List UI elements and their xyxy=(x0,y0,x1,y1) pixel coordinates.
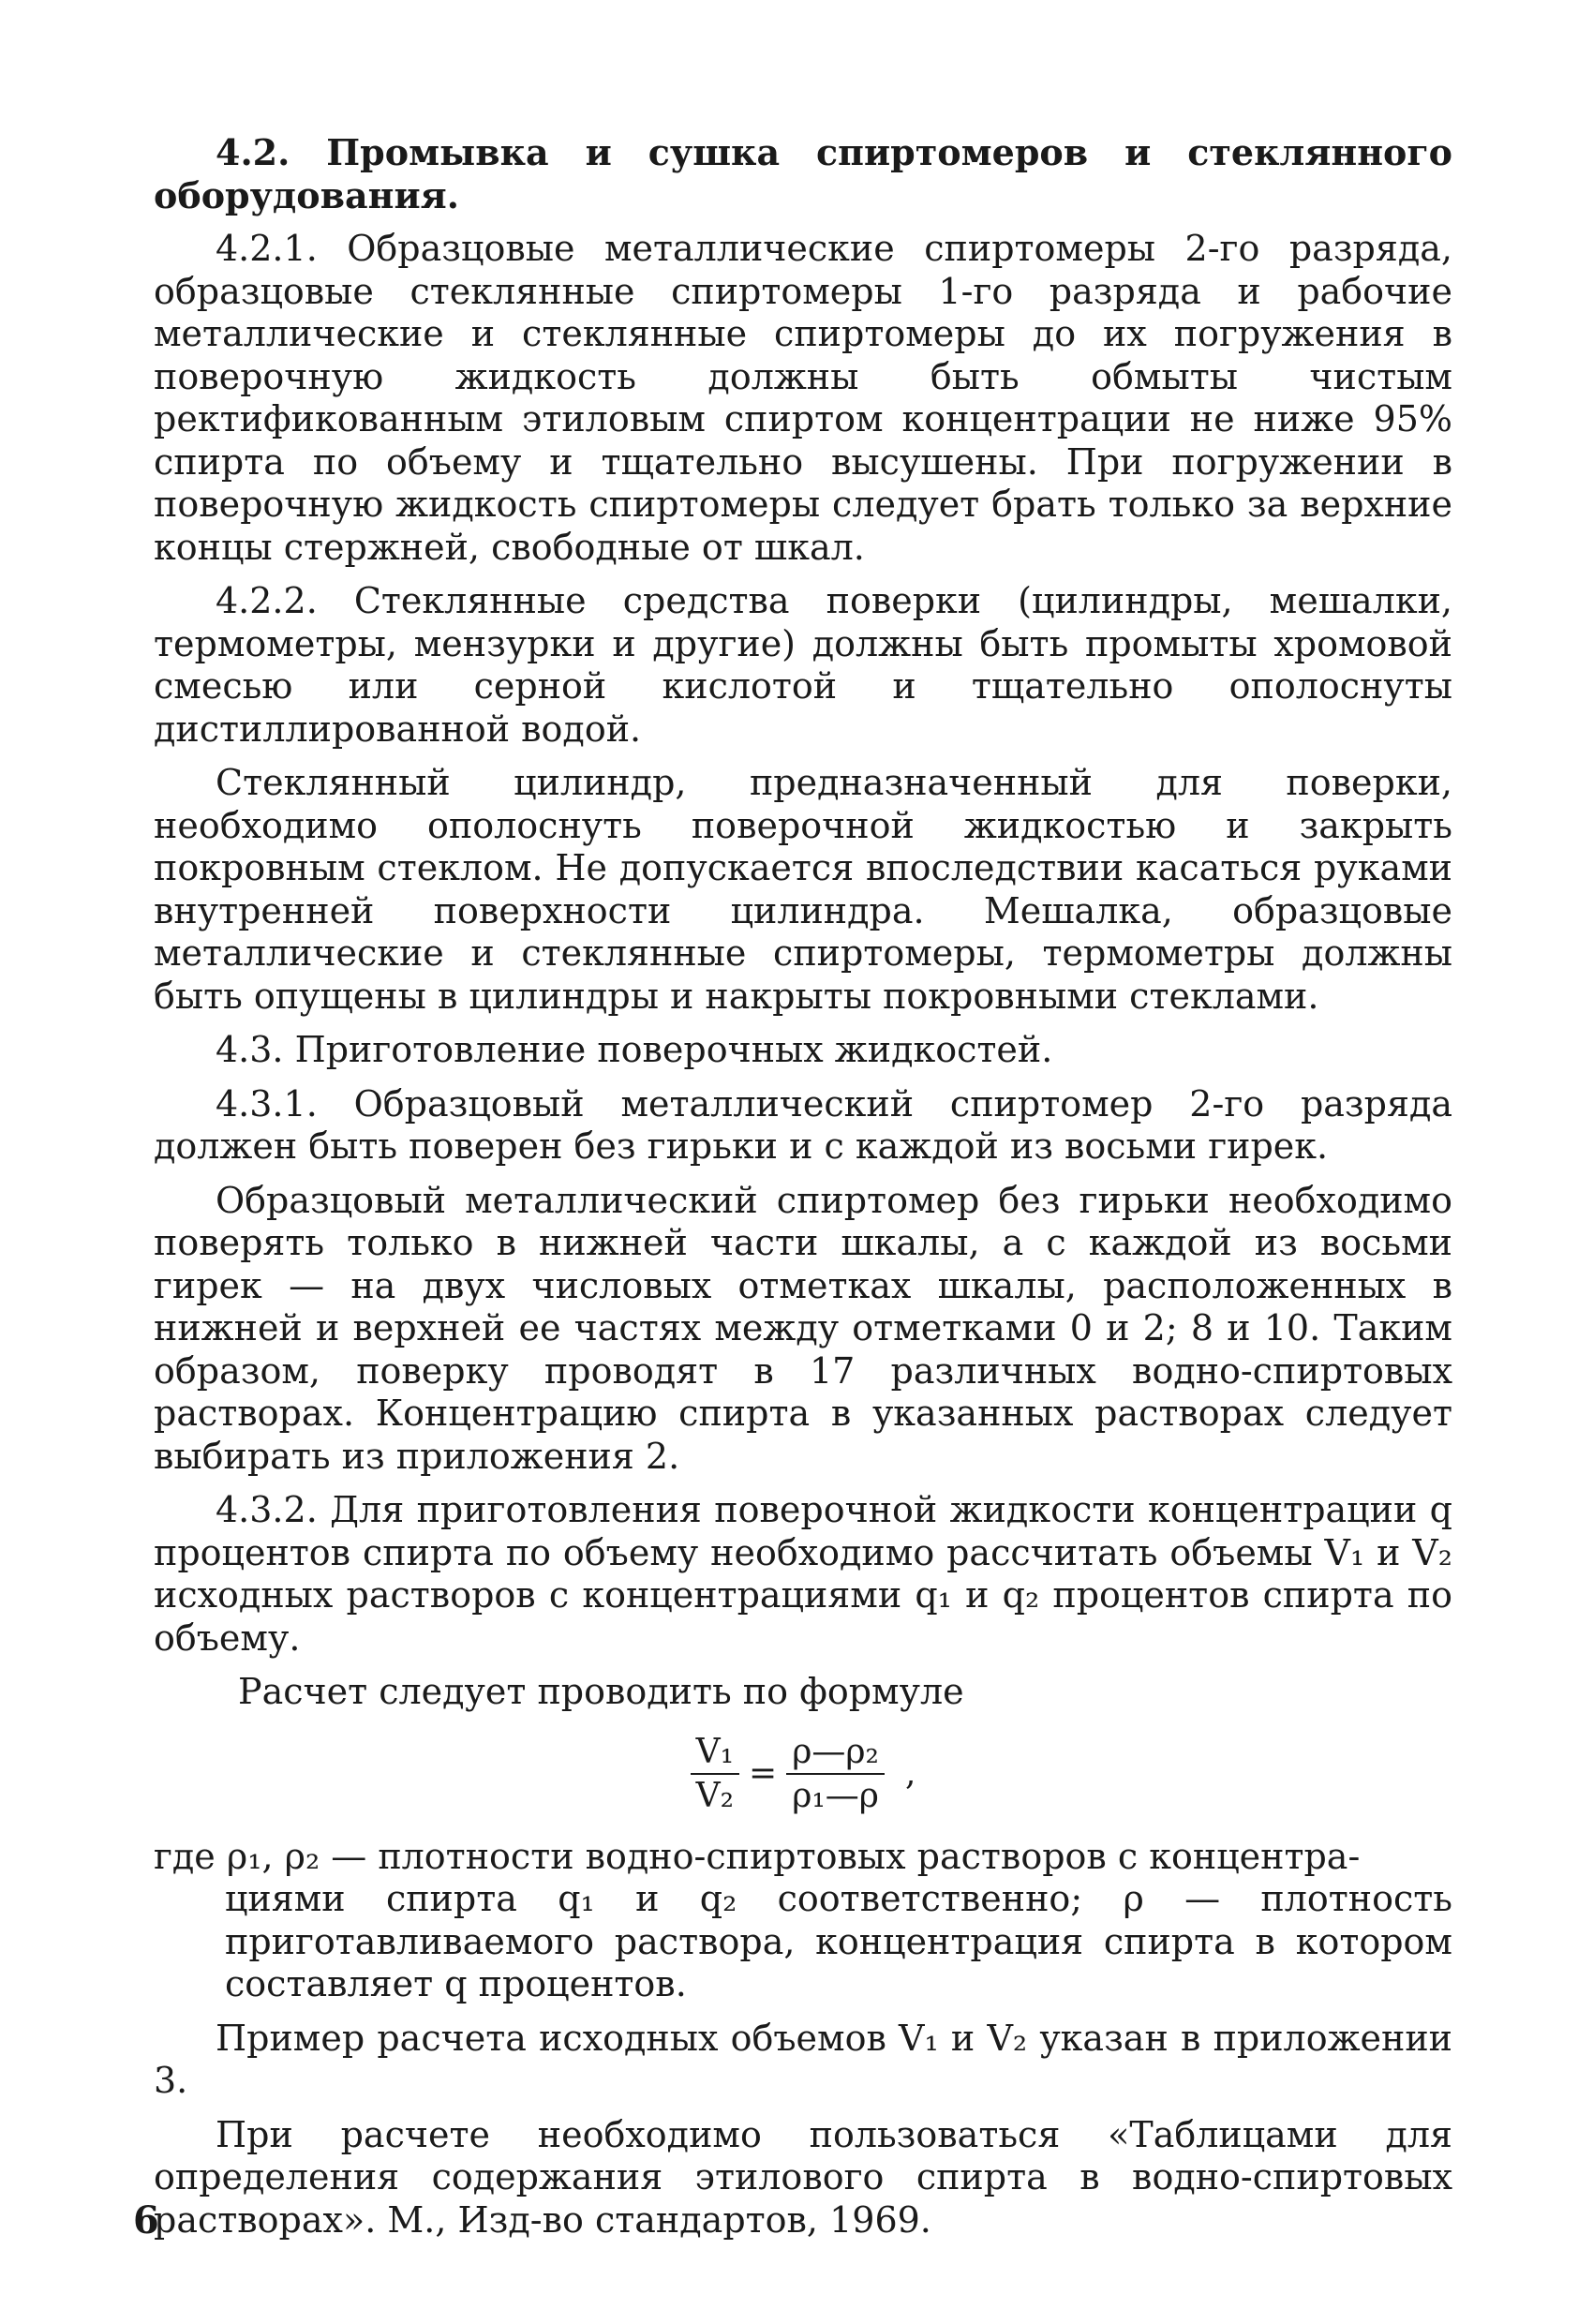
formula-legend-lead: где ρ₁, ρ₂ — плотности водно-спиртовых растворов с концентра- xyxy=(154,1835,1361,1877)
formula-intro: Расчет следует проводить по формуле xyxy=(238,1671,964,1712)
formula-equals: = xyxy=(749,1754,778,1793)
paragraph-4-2-2: 4.2.2. Стеклянные средства поверки (цилиндры, мешалки, термометры, мензурки и другие) должны быть промыты хромовой смесью или серной кислотой и тщательно ополоснуты дистиллированной водой. xyxy=(154,580,1452,750)
paragraph-4-2-1: 4.2.1. Образцовые металлические спиртомеры 2-го разряда, образцовые стеклянные спиртомеры 1-го разряда и рабочие металлические и стеклянные спиртомеры до их погружения в поверочную жидкость должны быть обмыты чистым ректификованным этиловым спиртом концентрации не ниже 95% спирта по объему и тщательно высушены. При погружении в поверочную жидкость спиртомеры следует брать только за верхние концы стержней, свободные от шкал. xyxy=(154,228,1452,568)
formula-lhs-denominator: V₂ xyxy=(695,1776,735,1815)
formula-rhs-numerator: ρ—ρ₂ xyxy=(786,1733,885,1775)
section-heading-4-3: 4.3. Приготовление поверочных жидкостей. xyxy=(216,1029,1053,1070)
formula-comma: , xyxy=(904,1754,916,1793)
paragraph-tables-reference: При расчете необходимо пользоваться «Таблицами для определения содержания этилового спирта в водно-спиртовых растворах». М., Изд-во стандартов, 1969. xyxy=(154,2113,1452,2241)
volume-ratio-formula xyxy=(154,1733,1452,1815)
formula-rhs-denominator: ρ₁—ρ xyxy=(792,1776,879,1815)
formula-rhs-fraction xyxy=(786,1733,885,1815)
document-body xyxy=(154,131,1452,2253)
paragraph-cylinder: Стеклянный цилиндр, предназначенный для поверки, необходимо ополоснуть поверочной жидкостью и закрыть покровным стеклом. Не допускается впоследствии касаться руками внутренней поверхности цилиндра. Мешалка, образцовые металлические и стеклянные спиртомеры, термометры должны быть опущены в цилиндры и накрыты покровными стеклами. xyxy=(154,762,1452,1017)
formula-legend xyxy=(154,1836,1452,2006)
formula-legend-rest: циями спирта q₁ и q₂ соответственно; ρ — плотность приготавливаемого раствора, концентрация спирта в котором составляет q процентов. xyxy=(225,1878,1452,2004)
formula-lhs-fraction xyxy=(691,1733,739,1815)
paragraph-example: Пример расчета исходных объемов V₁ и V₂ указан в приложении 3. xyxy=(154,2017,1452,2101)
paragraph-weights: Образцовый металлический спиртомер без гирьки необходимо поверять только в нижней части шкалы, а с каждой из восьми гирек — на двух числовых отметках шкалы, расположенных в нижней и верхней ее частях между отметками 0 и 2; 8 и 10. Таким образом, поверку проводят в 17 различных водно-спиртовых растворах. Концентрацию спирта в указанных растворах следует выбирать из приложения 2. xyxy=(154,1179,1452,1477)
paragraph-4-3-1: 4.3.1. Образцовый металлический спиртомер 2-го разряда должен быть поверен без гирьки и с каждой из восьми гирек. xyxy=(154,1082,1452,1167)
page-number: 6 xyxy=(133,2198,159,2242)
paragraph-4-3-2: 4.3.2. Для приготовления поверочной жидкости концентрации q процентов спирта по объему необходимо рассчитать объемы V₁ и V₂ исходных растворов с концентрациями q₁ и q₂ процентов спирта по объему. xyxy=(154,1489,1452,1659)
section-heading-4-2: 4.2. Промывка и сушка спиртомеров и стеклянного оборудования. xyxy=(154,131,1452,216)
formula-lhs-numerator: V₁ xyxy=(691,1733,739,1775)
